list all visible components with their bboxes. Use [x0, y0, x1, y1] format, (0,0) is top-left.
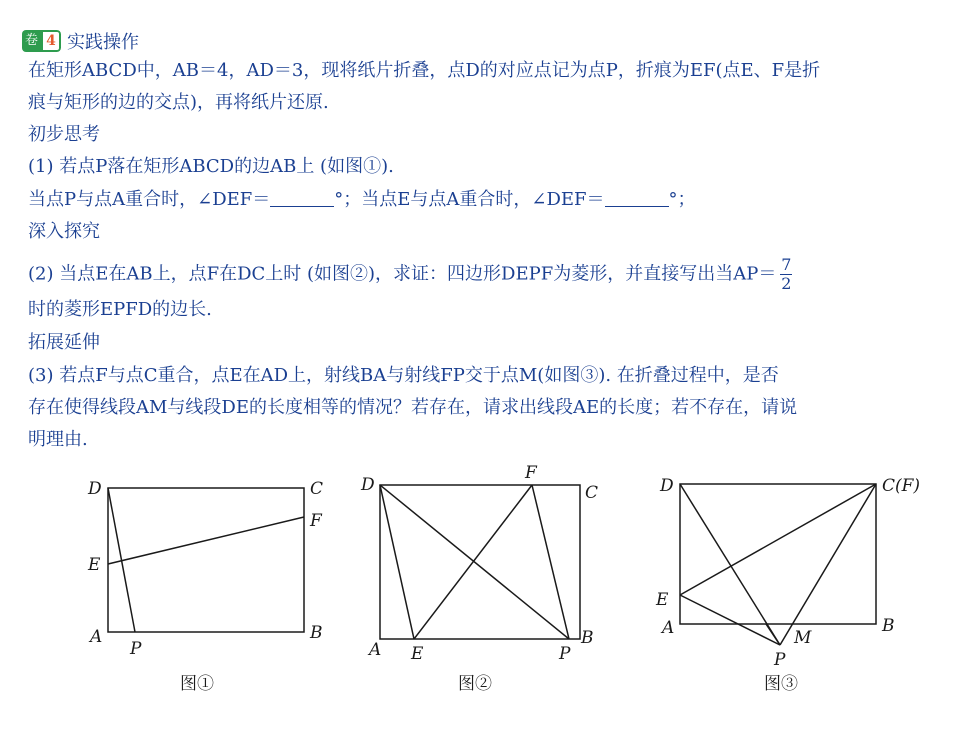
fig1-label-B: B: [310, 623, 323, 643]
section-header: [22, 28, 139, 54]
fig1-label-C: C: [310, 479, 324, 499]
intro-line-2: 痕与矩形的边的交点)，再将纸片还原.: [28, 92, 329, 113]
section-title: 实践操作: [67, 32, 140, 53]
intro-line-1: 在矩形ABCD中，AB＝4，AD＝3，现将纸片折叠，点D的对应点记为点P，折痕为EF(点E、F是折: [28, 60, 821, 81]
volume-badge-number: 4: [41, 30, 61, 52]
figure-2: [355, 460, 615, 700]
fig3-label-M: M: [794, 628, 812, 648]
fig1-label-D: D: [88, 479, 102, 499]
question-3-line-2: 存在使得线段AM与线段DE的长度相等的情况？若存在，请求出线段AE的长度；若不存在，请说: [28, 397, 798, 418]
fig3-caption: 图③: [764, 674, 798, 694]
figure-1: [80, 470, 340, 700]
fig2-label-A: A: [369, 640, 382, 660]
q1-text-c: °；: [668, 189, 696, 210]
question-3-line-1: (3) 若点F与点C重合，点E在AD上，射线BA与射线FP交于点M(如图③). 在折叠过程中，是否: [28, 365, 779, 386]
fraction-seven-halves: [780, 256, 792, 293]
heading-deep-exploration: 深入探究: [28, 221, 100, 242]
fig1-rectangle: [108, 488, 304, 632]
fraction-numerator: 7: [781, 255, 792, 274]
question-2-line-2: 时的菱形EPFD的边长.: [28, 299, 212, 320]
figure-3: [650, 465, 950, 700]
fig2-label-D: D: [361, 475, 375, 495]
fig1-label-F: F: [310, 511, 322, 531]
fig2-crease-EF: [414, 485, 532, 639]
fig2-label-F: F: [525, 463, 537, 483]
fig1-label-P: P: [130, 639, 142, 659]
question-2-line-1: [28, 256, 792, 293]
question-3-line-3: 明理由.: [28, 429, 88, 450]
fig3-label-P: P: [774, 650, 786, 670]
volume-badge-label: 卷: [22, 30, 41, 52]
heading-initial-thinking: 初步思考: [28, 124, 100, 145]
fig3-rectangle: [680, 484, 876, 624]
fig3-crease-EC: [680, 484, 876, 595]
q1-text-a: 当点P与点A重合时，∠DEF＝: [28, 189, 271, 210]
fig3-label-B: B: [882, 616, 895, 636]
answer-blank-2[interactable]: [605, 186, 669, 207]
fig3-segment-DP: [680, 484, 780, 645]
fig2-label-B: B: [581, 628, 594, 648]
q2-text: (2) 当点E在AB上，点F在DC上时 (如图②)，求证：四边形DEPF为菱形，并直接写出当AP＝: [28, 263, 777, 285]
fig2-side-FP: [532, 485, 569, 639]
volume-badge: [22, 30, 61, 52]
fig3-label-A: A: [662, 618, 675, 638]
question-1-line-2: [28, 186, 696, 214]
fig3-ray-FP: [780, 484, 876, 645]
fig3-label-CF: C(F): [882, 476, 921, 496]
fig3-label-D: D: [660, 476, 674, 496]
fig2-label-E: E: [411, 644, 424, 664]
heading-extension: 拓展延伸: [28, 332, 100, 353]
fig2-caption: 图②: [458, 674, 492, 694]
fig3-label-E: E: [656, 590, 669, 610]
fig2-label-C: C: [585, 483, 599, 503]
fig1-label-E: E: [88, 555, 101, 575]
fig1-crease-EF: [108, 517, 304, 564]
fig1-caption: 图①: [180, 674, 214, 694]
fig2-label-P: P: [559, 644, 571, 664]
fig1-label-A: A: [90, 627, 103, 647]
q1-text-b: °；当点E与点A重合时，∠DEF＝: [334, 189, 605, 210]
question-1-line-1: (1) 若点P落在矩形ABCD的边AB上 (如图①).: [28, 156, 394, 177]
fraction-denominator: 2: [781, 274, 792, 293]
answer-blank-1[interactable]: [270, 186, 334, 207]
